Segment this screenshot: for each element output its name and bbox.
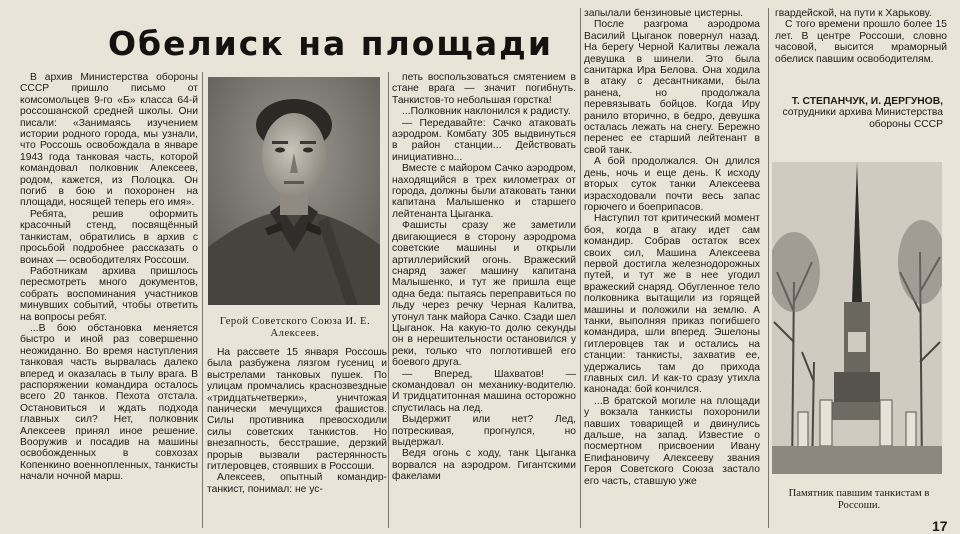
column-5 [775, 8, 947, 158]
page-number: 17 [932, 518, 948, 534]
paragraph: Работникам архива пришлось пересмотреть много документов, собрать воспоминания участников минувших событий, чтобы ответить на вопросы ребят. [20, 265, 198, 323]
paragraph: Ведя огонь с ходу, танк Цыганка ворвался на аэродром. Гигантскими факелами [392, 448, 576, 483]
paragraph: На рассвете 15 января Россошь была разбужена лязгом гусениц и выстрелами танковых пушек. По улицам промчались краснозвездные «тридцатьчетверки», уничтожая панически мечущихся фашистов. Силы противника превосходили силы советских танкистов. Но внезапность, бесстрашие, дерзкий прорыв вызвали растерянность гитлеровцев, стоявших в Россоши. [207, 347, 387, 473]
column-divider [202, 72, 203, 528]
author-signature [775, 96, 943, 130]
paragraph: А бой продолжался. Он длился день, ночь и еще день. К исходу вторых суток танки Алексеева израсходовали почти весь запас горючего и боеприпасов. [584, 156, 760, 213]
paragraph: С того времени прошло более 15 лет. В центре Россоши, словно часовой, высится мраморный обелиск павшим освободителям. [775, 19, 947, 65]
paragraph: Ребята, решив оформить красочный стенд, посвящённый танкистам, обратились в архив с просьбой подробнее рассказать о воинах — освободителях Россоши. [20, 208, 198, 266]
monument-caption: Памятник павшим танкистам в Россоши. [788, 488, 930, 511]
paragraph: Выдержит или нет? Лед, потрескивая, прогнулся, но выдержал. [392, 414, 576, 448]
paragraph: Алексеев, опытный командир-танкист, понимал: не ус- [207, 472, 387, 495]
paragraph: В архив Министерства обороны СССР пришло письмо от комсомольцев 9-го «Б» класса 64-й россошанской средней школы. Они писали: «Занимаясь изучением истории родного города, мы узнали, что Россошь освобождала в январе 1943 года танковая часть, которой командовал полковник Алексеев, родом, кажется, из Полоцка. Он погиб в бою и похоронен на площади, носящей теперь его имя». [20, 72, 198, 209]
author-names: Т. СТЕПАНЧУК, И. ДЕРГУНОВ, [791, 96, 943, 107]
paragraph: — Вперед, Шахватов! — скомандовал он механику-водителю. И тридцатитонная машина осторожно спустилась на лед. [392, 368, 576, 414]
column-4 [584, 8, 760, 532]
monument-photo [772, 162, 942, 474]
headline: Обелиск на площади [108, 24, 553, 63]
paragraph: Фашисты сразу же заметили двигающиеся в сторону аэродрома советские машины и открыли артиллерийский огонь. Вражеский снаряд зажег машину капитана Малышенко, и тут же пришла еще одна беда: пытаясь переправиться по льду через речку Черная Калитва, утонул танк майора Сачко. Сзади шел Цыганок. На какую-то долю секунды он в нерешительности остановился у реки, только что поглотившей его боевого друга. [392, 220, 576, 369]
column-3 [392, 72, 576, 532]
column-2 [207, 347, 387, 533]
paragraph: — Передавайте: Сачко атаковать аэродром. Комбату 305 выдвинуться в район станции... Действовать инициативно... [392, 117, 576, 163]
paragraph: запылали бензиновые цистерны. [584, 8, 744, 19]
column-divider [768, 8, 769, 528]
author-role: сотрудники архива Министерства обороны СССР [782, 107, 943, 130]
paragraph: петь воспользоваться смятением в стане врага — значит погибнуть. Танкистов-то небольшая горстка! [392, 72, 576, 106]
paragraph: ...В братской могиле на площади у вокзала танкисты похоронили павших товарищей и двинулись дальше, на запад. Известие о посмертном присвоении Ивану Епифановичу Алексееву звания Героя Советского Союза застало его часть, ставшую уже [584, 395, 760, 487]
hero-portrait-photo [208, 77, 380, 305]
column-divider [388, 72, 389, 528]
paragraph: Наступил тот критический момент боя, когда в атаку идет сам командир. Собрав остаток всех своих сил, Машина Алексеева первой достигла железнодорожных путей, и тут же в нее угодил вражеский снаряд. Обугленное тело полковника вытащили из горящей машины и положили на землю. А танки, выполняя приказ погибшего командира, шли вперед. Эшелоны гитлеровцев так и остались на станции: танкисты, захватив ее, удержались там до прихода главных сил. И как-то сразу утихла канонада: бой кончился. [584, 213, 760, 396]
paragraph: ...Полковник наклонился к радисту. [402, 106, 571, 118]
paragraph: После разгрома аэродрома Василий Цыганок повернул назад. На берегу Черной Калитвы лежала девушка в шинели. Это была санитарка Ира Белова. Она ходила в атаку с десантниками, была ранена, но продолжала перевязывать бойцов. Когда Иру ранило вторично, в бедро, девушка осталась лежать на снегу. Бережно перенес ее старший лейтенант в свой танк. [584, 19, 760, 156]
paragraph: Вместе с майором Сачко аэродром, находящийся в трех километрах от города, должны были атаковать танки капитана Малышенко и старшего лейтенанта Цыганка. [392, 163, 576, 220]
paragraph: гвардейской, на пути к Харькову. [775, 8, 932, 19]
portrait-caption: Герой Советского Союза И. Е. Алексеев. [219, 316, 371, 339]
paragraph: ...В бою обстановка меняется быстро и иной раз совершенно неожиданно. Во время наступления танковая часть вырвалась далеко вперед и оказалась в тылу врага. В распоряжении командира осталось всего 20 танков. Пехота отстала. Остановиться и ждать подхода главных сил? Нет, полковник Алексеев принял иное решение. Вооружив и посадив на машины освобожденных в совхозах Копенкино военнопленных, танкисты начали ночной марш. [20, 322, 198, 483]
column-1 [20, 72, 198, 532]
column-divider [580, 8, 581, 528]
